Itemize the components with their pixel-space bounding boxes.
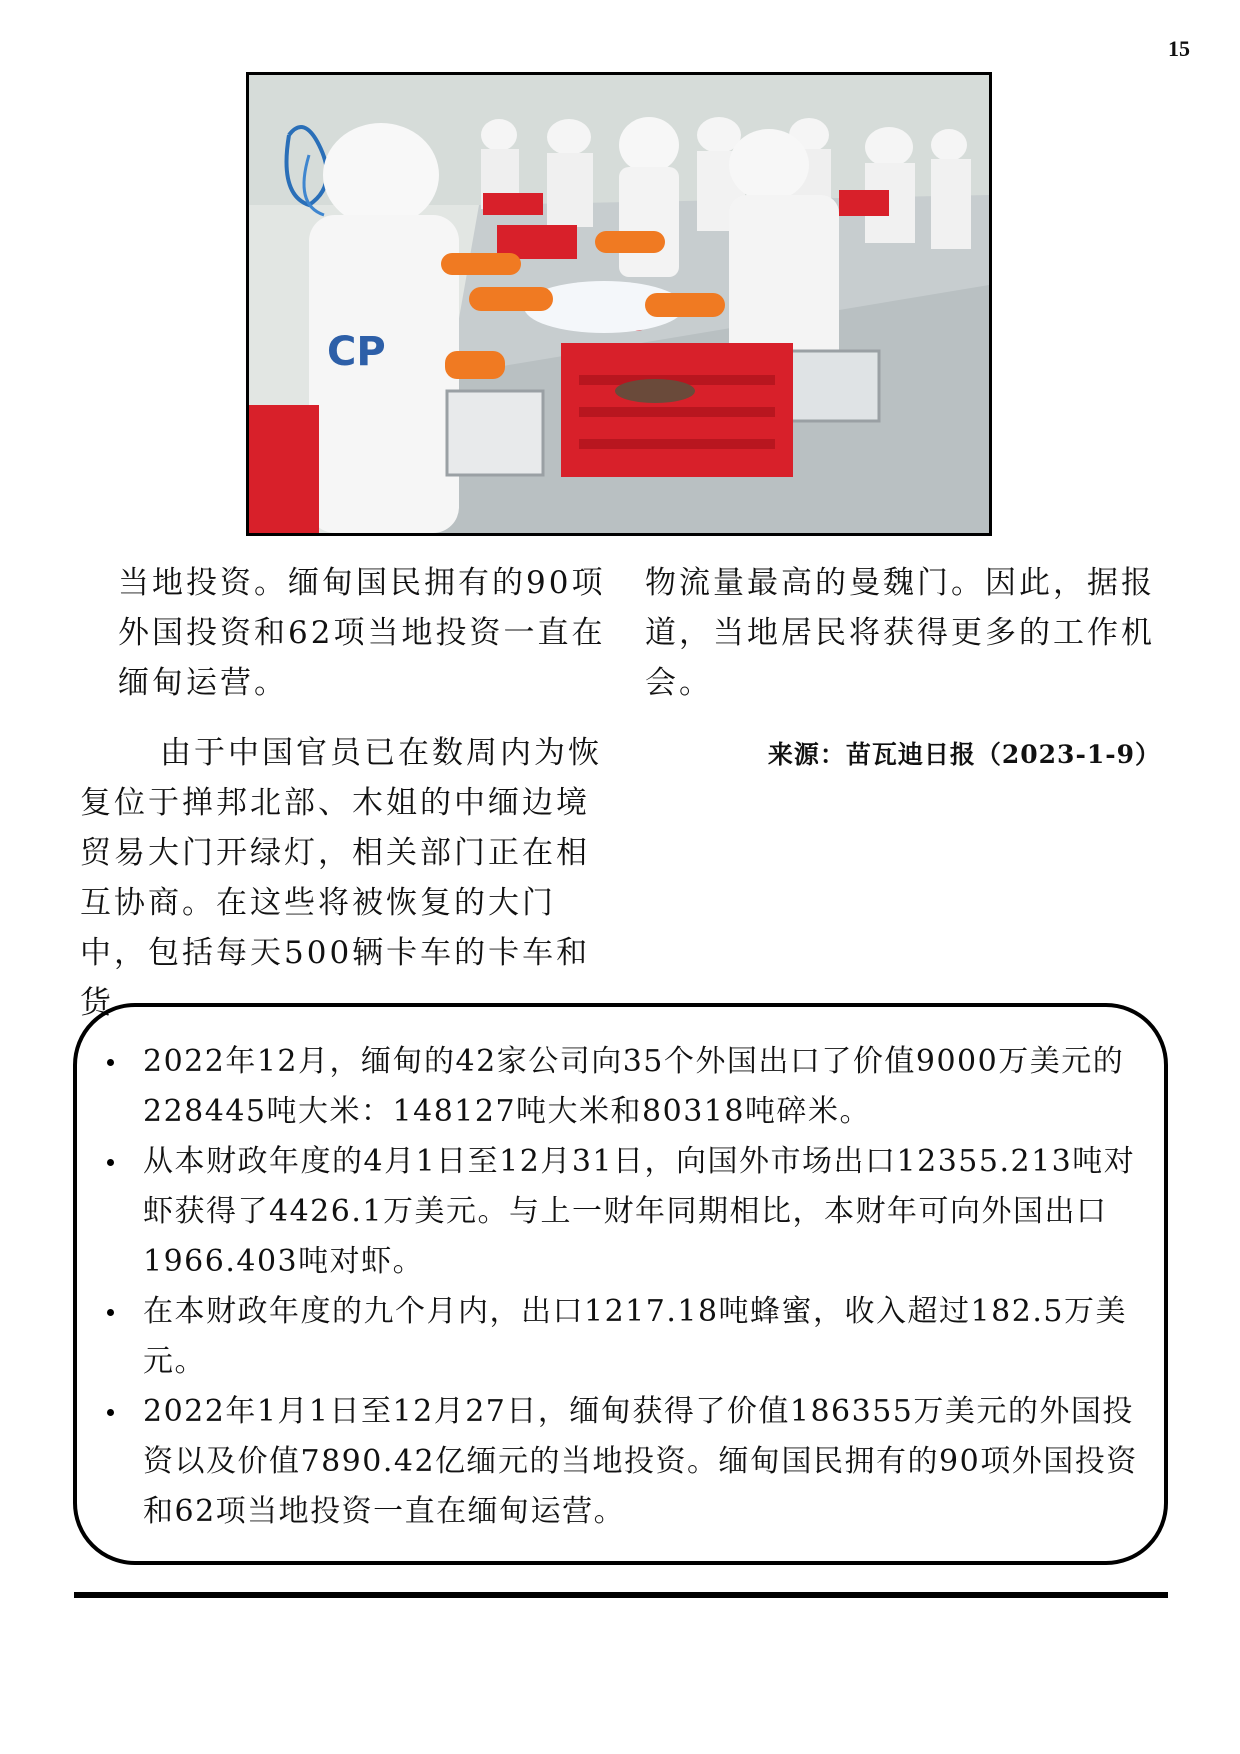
- bullet-icon: [107, 1309, 114, 1316]
- highlight-text: 在本财政年度的九个月内，出口1217.18吨蜂蜜，收入超过182.5万美元。: [143, 1294, 1127, 1379]
- highlights-list: [77, 1007, 1164, 1537]
- right-text-column: [645, 558, 1175, 780]
- photo-illustration: [249, 75, 989, 533]
- highlight-text: 2022年12月，缅甸的42家公司向35个外国出口了价值9000万美元的228445吨大米：148127吨大米和80318吨碎米。: [143, 1044, 1125, 1129]
- source-citation: 来源：苗瓦迪日报（2023-1-9）: [767, 740, 1161, 769]
- highlight-text: 2022年1月1日至12月27日，缅甸获得了价值186355万美元的外国投资以及价值7890.42亿缅元的当地投资。缅甸国民拥有的90项外国投资和62项当地投资一直在缅甸运营。: [143, 1394, 1138, 1529]
- highlight-item: [107, 1037, 1138, 1137]
- highlights-box: [73, 1003, 1168, 1565]
- svg-text:CP: CP: [327, 329, 386, 375]
- bullet-icon: [107, 1059, 114, 1066]
- highlight-item: [107, 1387, 1138, 1537]
- right-paragraph-1: 物流量最高的曼魏门。因此，据报道，当地居民将获得更多的工作机会。: [645, 565, 1155, 701]
- shrimp-processing-photo: [246, 72, 992, 536]
- highlight-item: [107, 1137, 1138, 1287]
- highlight-item: [107, 1287, 1138, 1387]
- left-paragraph-1: 当地投资。缅甸国民拥有的90项外国投资和62项当地投资一直在缅甸运营。: [118, 565, 606, 701]
- left-paragraph-2: 由于中国官员已在数周内为恢复位于掸邦北部、木姐的中缅边境贸易大门开绿灯，相关部门正在相互协商。在这些将被恢复的大门中，包括每天500辆卡车的卡车和货: [80, 735, 602, 1021]
- bottom-rule-divider: [74, 1592, 1168, 1598]
- bullet-icon: [107, 1159, 114, 1166]
- bullet-icon: [107, 1409, 114, 1416]
- page-number: 15: [1168, 36, 1190, 61]
- highlight-text: 从本财政年度的4月1日至12月31日，向国外市场出口12355.213吨对虾获得了4426.1万美元。与上一财年同期相比，本财年可向外国出口1966.403吨对虾。: [143, 1144, 1136, 1279]
- left-text-column: [80, 558, 608, 1028]
